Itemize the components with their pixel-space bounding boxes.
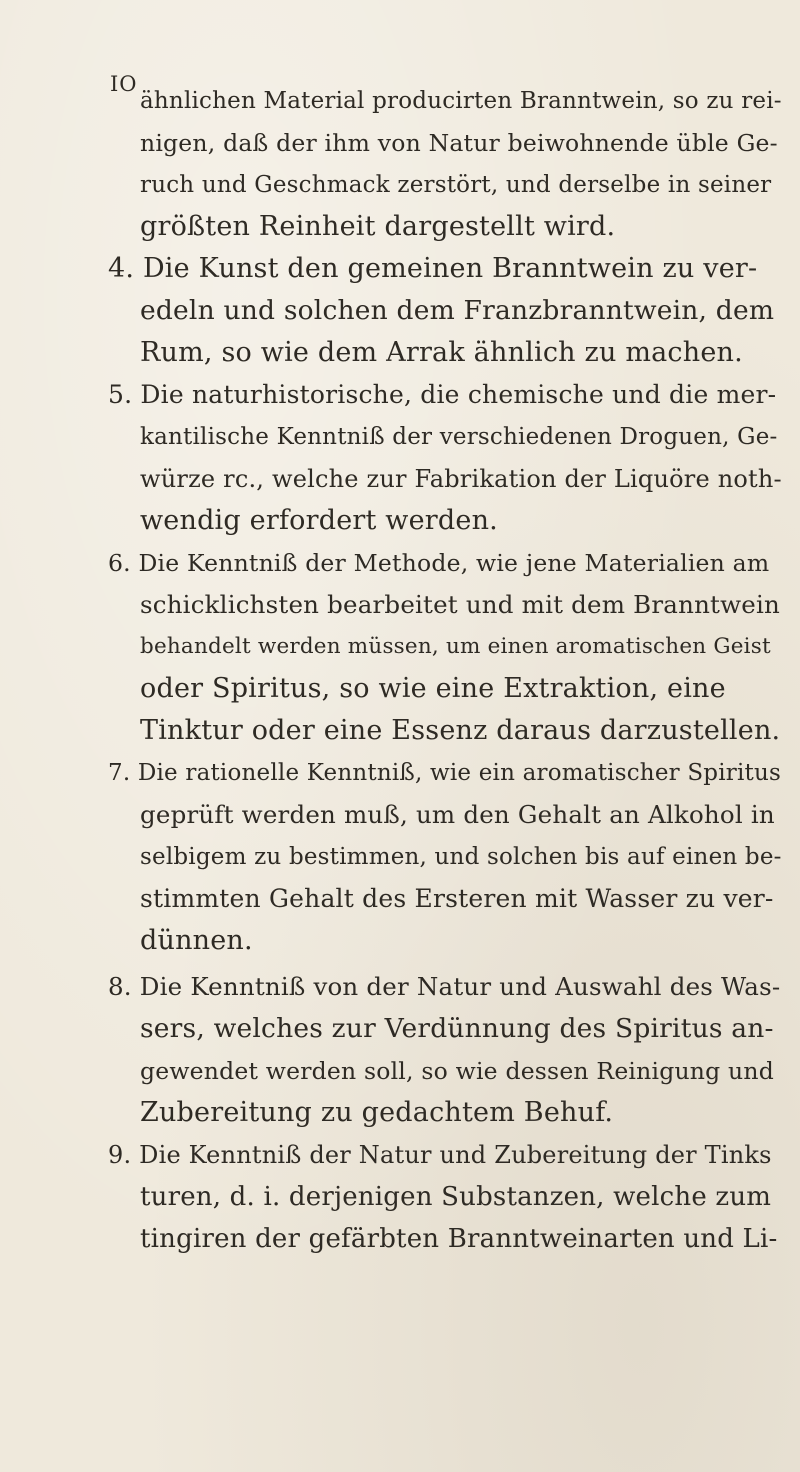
text-line-28: tingiren der gefärbten Branntweinarten und Li-: [140, 1224, 778, 1254]
text-line-23: sers, welches zur Verdünnung des Spiritus an-: [140, 1013, 774, 1044]
text-line-7: Rum, so wie dem Arrak ähnlich zu machen.: [140, 337, 743, 368]
text-line-20: stimmten Gehalt des Ersteren mit Wasser zu ver-: [140, 884, 774, 913]
text-line-3: ruch und Geschmack zerstört, und derselbe in seiner: [140, 172, 772, 198]
text-line-1: ähnlichen Material producirten Branntwein, so zu rei-: [140, 88, 782, 114]
text-line-5: 4. Die Kunst den gemeinen Branntwein zu ver-: [108, 253, 758, 284]
text-line-17: 7. Die rationelle Kenntniß, wie ein aromatischer Spiritus: [108, 760, 781, 786]
text-line-6: edeln und solchen dem Franzbranntwein, dem: [140, 295, 775, 326]
text-line-22: 8. Die Kenntniß von der Natur und Auswahl des Was-: [108, 972, 781, 1001]
text-line-8: 5. Die naturhistorische, die chemische und die mer-: [108, 380, 777, 409]
text-line-13: schicklichsten bearbeitet und mit dem Branntwein: [140, 590, 780, 619]
text-line-27: turen, d. i. derjenigen Substanzen, welche zum: [140, 1182, 772, 1212]
page-number: IO: [110, 72, 138, 96]
text-line-25: Zubereitung zu gedachtem Behuf.: [140, 1097, 614, 1128]
text-line-16: Tinktur oder eine Essenz daraus darzustellen.: [140, 715, 781, 746]
text-line-24: gewendet werden soll, so wie dessen Reinigung und: [140, 1057, 774, 1085]
text-line-21: dünnen.: [140, 925, 253, 956]
text-line-10: würze rc., welche zur Fabrikation der Liquöre noth-: [140, 465, 782, 493]
text-line-18: geprüft werden muß, um den Gehalt an Alkohol in: [140, 800, 775, 829]
text-line-12: 6. Die Kenntniß der Methode, wie jene Materialien am: [108, 549, 770, 577]
text-line-26: 9. Die Kenntniß der Natur und Zubereitung der Tinks: [108, 1141, 772, 1169]
text-line-15: oder Spiritus, so wie eine Extraktion, eine: [140, 673, 726, 704]
text-line-14: behandelt werden müssen, um einen aromatischen Geist: [140, 634, 771, 659]
text-line-4: größten Reinheit dargestellt wird.: [140, 211, 616, 242]
text-line-9: kantilische Kenntniß der verschiedenen Droguen, Ge-: [140, 424, 778, 450]
text-line-2: nigen, daß der ihm von Natur beiwohnende üble Ge-: [140, 129, 778, 157]
text-line-11: wendig erfordert werden.: [140, 505, 498, 536]
text-line-19: selbigem zu bestimmen, und solchen bis auf einen be-: [140, 844, 782, 870]
